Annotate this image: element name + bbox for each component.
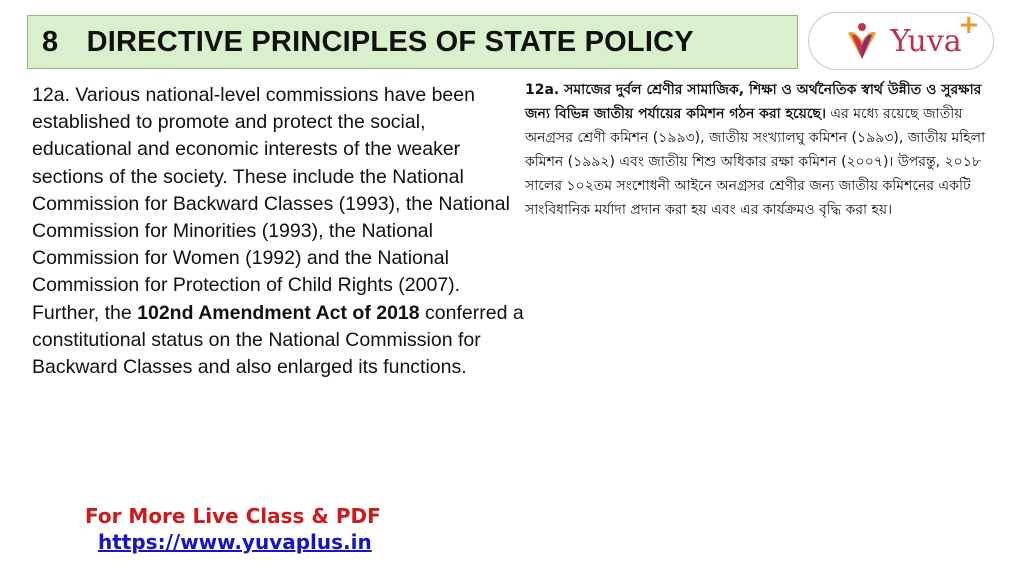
yuva-plus-logo[interactable] — [808, 9, 994, 70]
logo-wordmark — [890, 9, 980, 59]
bengali-text-bold: 12a. সমাজের দুর্বল শ্রেণীর সামাজিক, শিক্ষা ও অর্থনৈতিক স্বার্থ উন্নীত ও সুরক্ষার জন্য বিভিন্ন জাতীয় পর্যায়ের কমিশন গঠন করা হয়েছে। — [525, 82, 982, 122]
slide-number: 8 — [42, 25, 59, 58]
logo-plus: + — [957, 9, 980, 40]
footer-cta: For More Live Class & PDF — [85, 504, 381, 528]
english-text-end: conferred a constitutional status on the National Commission for Backward Classes and also enlarged its functions. — [32, 301, 524, 379]
footer-website-link[interactable]: https://www.yuvaplus.in — [98, 530, 372, 554]
english-text-bold: 102nd Amendment Act of 2018 — [137, 301, 420, 324]
yuva-pen-mark-icon — [840, 19, 884, 63]
logo-word: Yuva — [890, 23, 962, 59]
english-text-start: 12a. Various national-level commissions have been established to promote and protect the social, educational and economic interests of the weaker sections of the society. These include the National Commission for Backward Classes (1993), the National Commission for Minorities (1993), the National Commission for Women (1992) and the National Commission for Protection of Child Rights (2007). Further, the — [32, 84, 510, 324]
bengali-text-normal: এর মধ্যে রয়েছে জাতীয় অনগ্রসর শ্রেণী কমিশন (১৯৯৩), জাতীয় সংখ্যালঘু কমিশন (১৯৯৩), জাতীয় মহিলা কমিশন (১৯৯২) এবং জাতীয় শিশু অধিকার রক্ষা কমিশন (২০০৭)। উপরন্তু, ২০১৮ সালের ১০২তম সংশোধনী আইনে অনগ্রসর শ্রেণীর জন্য জাতীয় কমিশনের একটি সাংবিধানিক মর্যাদা প্রদান করা হয় এবং এর কার্যক্রমও বৃদ্ধি করা হয়। — [525, 106, 986, 218]
slide-title-banner — [27, 15, 798, 69]
slide-title: DIRECTIVE PRINCIPLES OF STATE POLICY — [86, 25, 694, 58]
bengali-paragraph — [525, 78, 1005, 222]
english-paragraph — [32, 82, 524, 381]
